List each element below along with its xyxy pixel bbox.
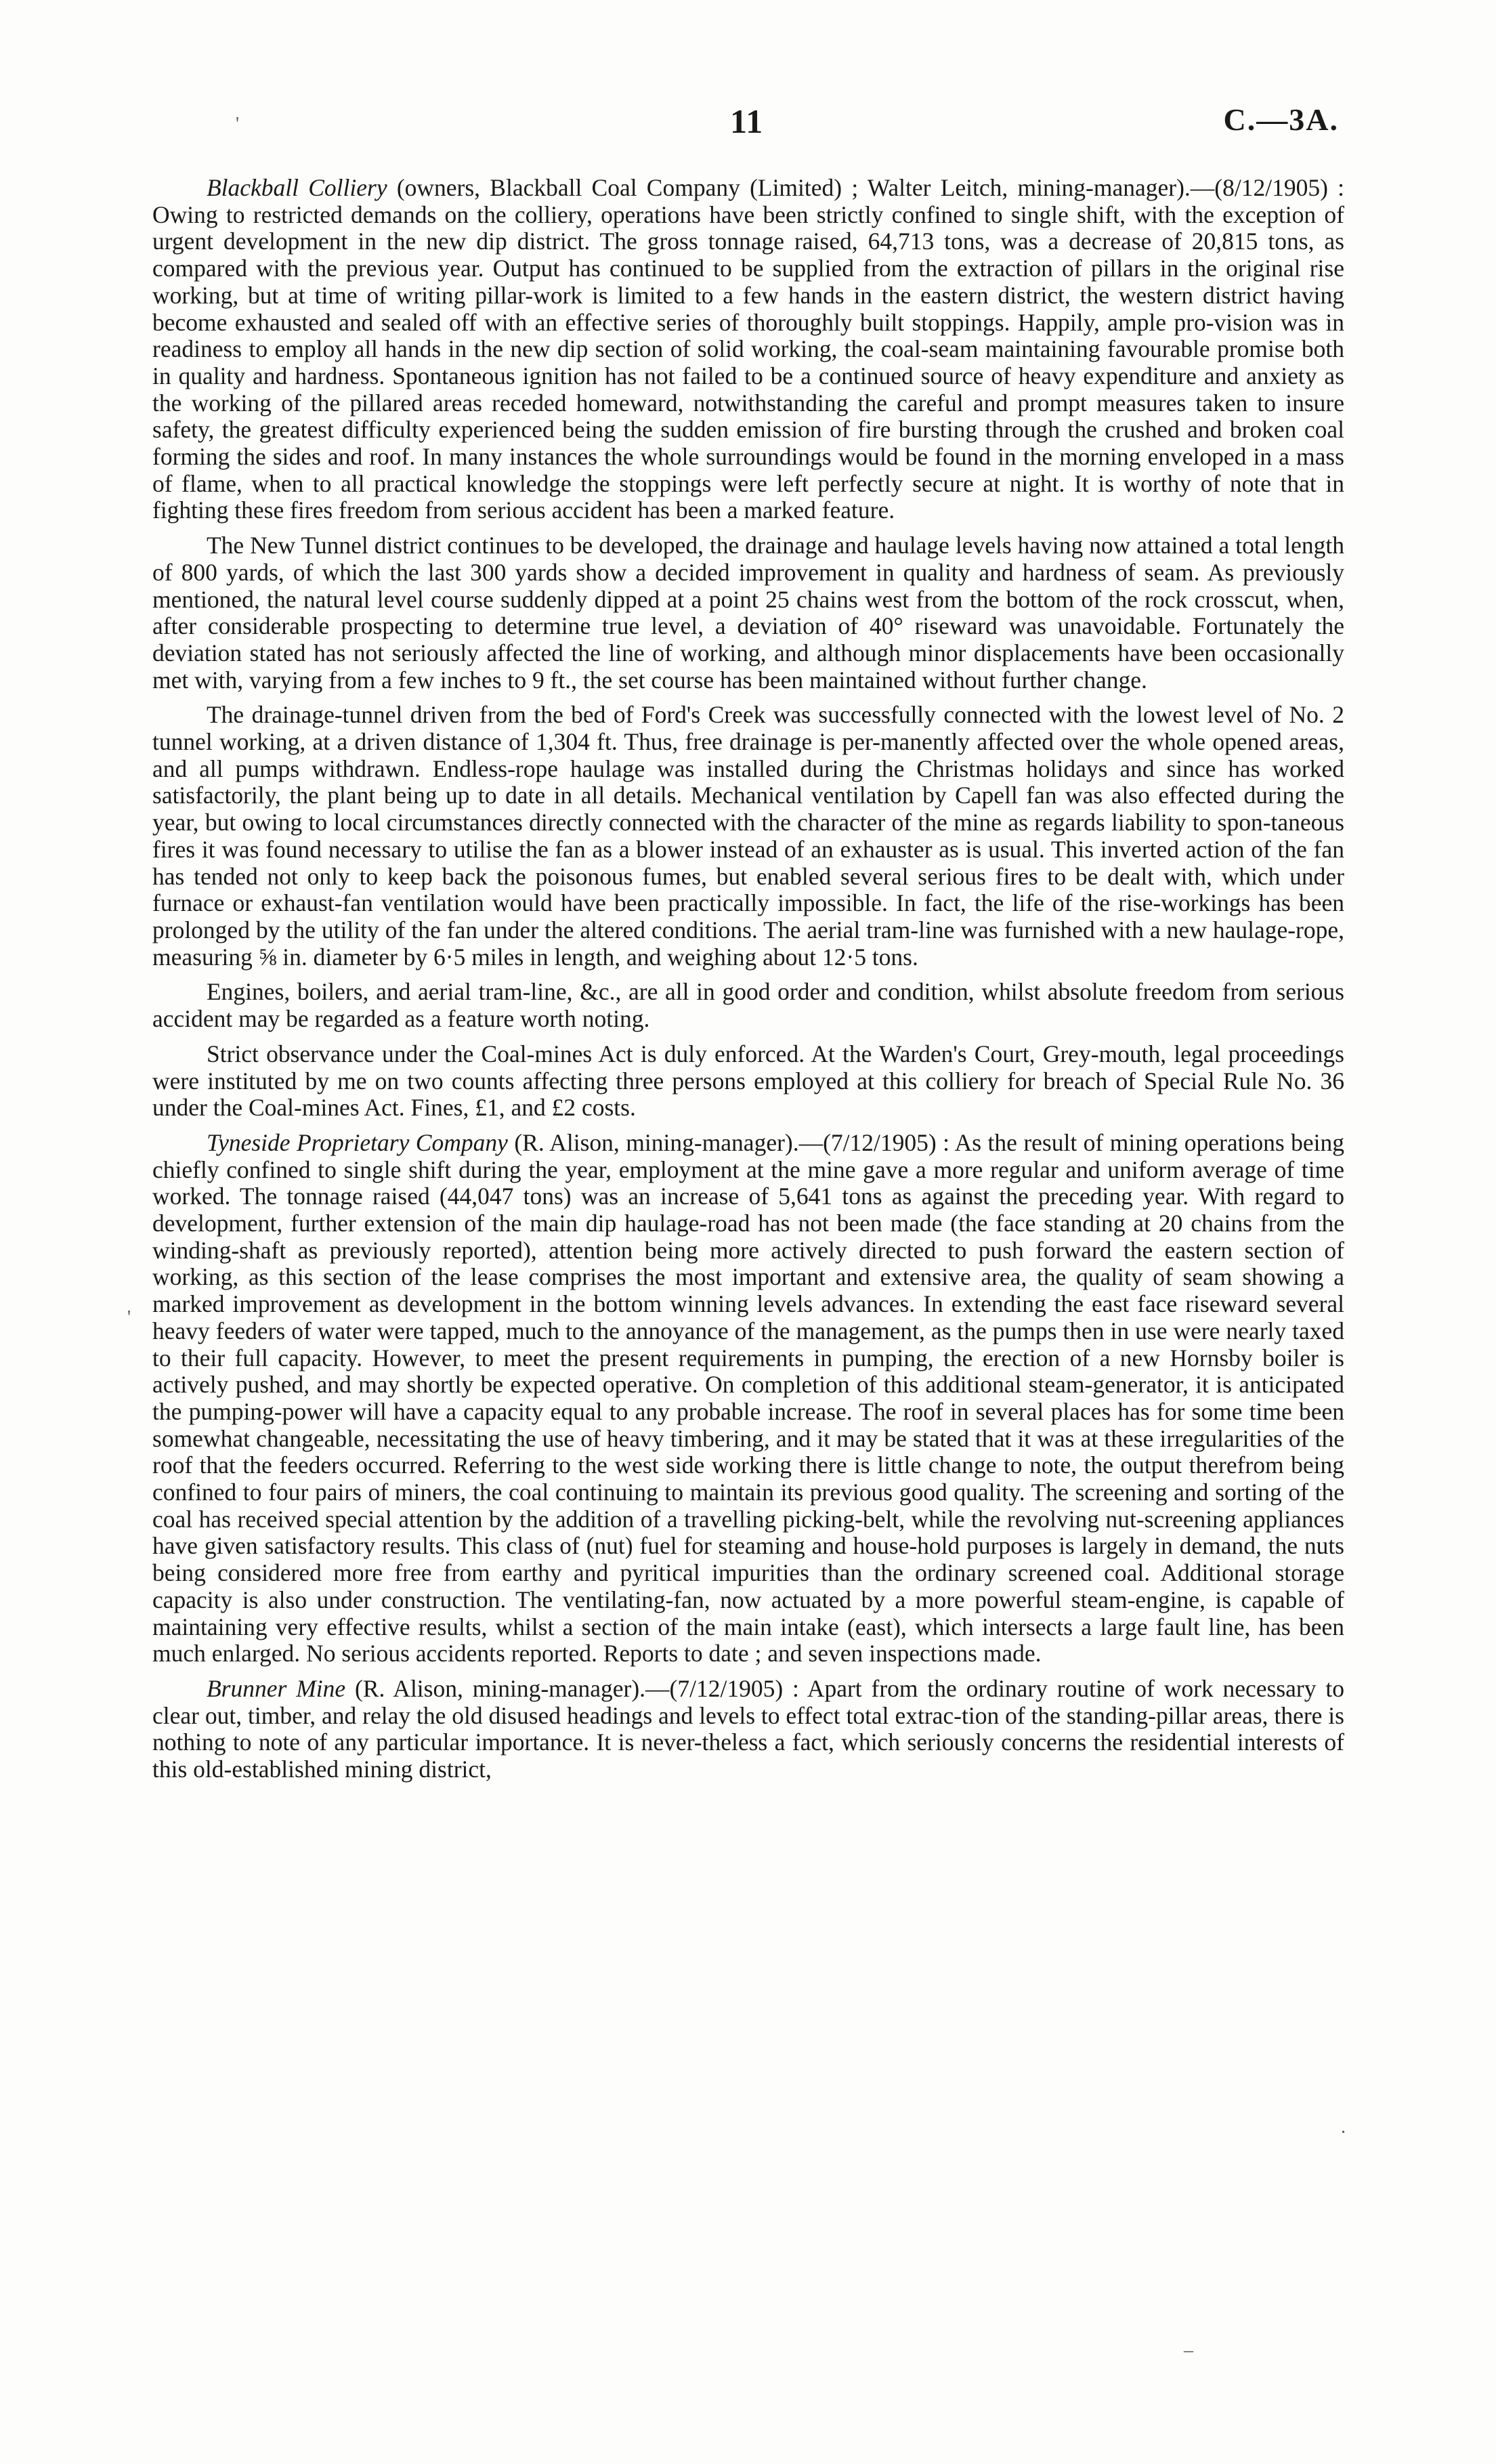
paragraph-text: (R. Alison, mining-manager).—(7/12/1905) : As the result of mining operations being chiefly confined to single shift during the year, employment at the mine gave a more regular and uniform average of time worked. The tonnage raised (44,047 tons) was an increase of 5,641 tons as against the preceding year. With regard to development, further extension of the main dip haulage-road has not been made (the face standing at 20 chains from the winding-shaft as previously reported), attention being more actively directed to push forward the eastern section of working, as this section of the lease comprises the most important and extensive area, the quality of seam showing a marked improvement as development in the bottom winning levels advances. In extending the east face riseward several heavy feeders of water were tapped, much to the annoyance of the management, as the pumps then in use were nearly taxed to their full capacity. However, to meet the present requirements in pumping, the erection of a new Hornsby boiler is actively pushed, and may shortly be expected operative. On completion of this additional steam-generator, it is anticipated the pumping-power will have a capacity equal to any probable increase. The roof in several places has for some time been somewhat changeable, necessitating the use of heavy timbering, and it may be stated that it was at these irregularities of the roof that the feeders occurred. Referring to the west side working there is little change to note, the output therefrom being confined to four pairs of miners, the coal continuing to maintain its previous good quality. The screening and sorting of the coal has received special attention by the addition of a travelling picking-belt, while the revolving nut-screening appliances have given satisfactory results. This class of (nut) fuel for steaming and house-hold purposes is largely in demand, the nuts being considered more free from earthy and pyritical impurities than the ordinary screened coal. Additional storage capacity is also under construction. The ventilating-fan, now actuated by a more powerful steam-engine, is capable of maintaining very effective results, whilst a section of the main intake (east), which intersects a large fault line, has been much enlarged. No serious accidents reported. Reports to date ; and seven inspections made. [152,1128,1345,1668]
page-header [0,102,1496,149]
paragraph-text: Strict observance under the Coal-mines Act is duly enforced. At the Warden's Court, Grey-mouth, legal proceedings were instituted by me on two counts affecting three persons employed at this colliery for breach of Special Rule No. 36 under the Coal-mines Act. Fines, £1, and £2 costs. [152,1040,1344,1122]
paragraph-new-tunnel-district [152,532,1344,694]
paragraph-brunner-mine [152,1676,1344,1783]
scan-mark: ' [236,114,240,135]
section-heading: Blackball Colliery [207,174,387,201]
report-body [152,175,1344,1791]
paragraph-coal-mines-act [152,1041,1344,1122]
scan-mark: . [1341,2117,1346,2138]
paragraph-text: The drainage-tunnel driven from the bed of Ford's Creek was successfully connected with the lowest level of No. 2 tunnel working, at a driven distance of 1,304 ft. Thus, free drainage is per-manently affected over the whole opened areas, and all pumps withdrawn. Endless-rope haulage was installed during the Christmas holidays and since has worked satisfactorily, the plant being up to date in all details. Mechanical ventilation by Capell fan was also effected during the year, but owing to local circumstances directly connected with the character of the mine as regards liability to spon-taneous fires it was found necessary to utilise the fan as a blower instead of an exhauster as is usual. This inverted action of the fan has tended not only to keep back the poisonous fumes, but enabled several serious fires to be dealt with, which under furnace or exhaust-fan ventilation would have been practically impossible. In fact, the life of the rise-workings has been prolonged by the utility of the fan under the altered conditions. The aerial tram-line was furnished with a new haulage-rope, measuring ⅝ in. diameter by 6·5 miles in length, and weighing about 12·5 tons. [152,701,1344,971]
paragraph-text: (R. Alison, mining-manager).—(7/12/1905) : Apart from the ordinary routine of work necessary to clear out, timber, and relay the old disused headings and levels to effect total extrac-tion of the standing-pillar areas, there is nothing to note of any particular importance. It is never-theless a fact, which seriously concerns the residential interests of this old-established mining district, [152,1674,1344,1783]
paragraph-text: (owners, Blackball Coal Company (Limited) ; Walter Leitch, mining-manager).—(8/12/1905) : Owing to restricted demands on the colliery, operations have been strictly confined to single shift, with the exception of urgent development in the new dip district. The gross tonnage raised, 64,713 tons, was a decrease of 20,815 tons, as compared with the previous year. Output has continued to be supplied from the extraction of pillars in the original rise working, but at time of writing pillar-work is limited to a few hands in the eastern district, the western district having become exhausted and sealed off with an effective series of thoroughly built stoppings. Happily, ample pro-vision was in readiness to employ all hands in the new dip section of solid working, the coal-seam maintaining favourable promise both in quality and hardness. Spontaneous ignition has not failed to be a continued source of heavy expenditure and anxiety as the working of the pillared areas receded homeward, notwithstanding the careful and prompt measures taken to insure safety, the greatest difficulty experienced being the sudden emission of fire bursting through the crushed and broken coal forming the sides and roof. In many instances the whole surroundings would be found in the morning enveloped in a mass of flame, when to all practical knowledge the stoppings were left perfectly secure at night. It is worthy of note that in fighting these fires freedom from serious accident has been a marked feature. [152,174,1344,524]
paragraph-blackball-colliery [152,175,1344,524]
paragraph-engines-boilers [152,979,1344,1032]
paragraph-text: The New Tunnel district continues to be developed, the drainage and haulage levels having now attained a total length of 800 yards, of which the last 300 yards show a decided improvement in quality and hardness of seam. As previously mentioned, the natural level course suddenly dipped at a point 25 chains west from the bottom of the rock crosscut, when, after considerable prospecting to determine true level, a deviation of 40° riseward was unavoidable. Fortunately the deviation stated has not seriously affected the line of working, and although minor displacements have been occasionally met with, varying from a few inches to 9 ft., the set course has been maintained without further change. [152,532,1344,694]
scan-mark: ' [127,1307,131,1328]
scan-mark: – [1184,2340,1193,2361]
paragraph-tyneside-proprietary [152,1130,1344,1668]
section-heading: Brunner Mine [207,1674,346,1702]
document-reference: C.—3A. [1223,102,1339,137]
paragraph-text: Engines, boilers, and aerial tram-line, &c., are all in good order and condition, whilst absolute freedom from serious accident may be regarded as a feature worth noting. [152,978,1344,1033]
section-heading: Tyneside Proprietary Company [207,1128,508,1156]
paragraph-drainage-tunnel [152,702,1344,971]
page-number: 11 [730,102,764,140]
